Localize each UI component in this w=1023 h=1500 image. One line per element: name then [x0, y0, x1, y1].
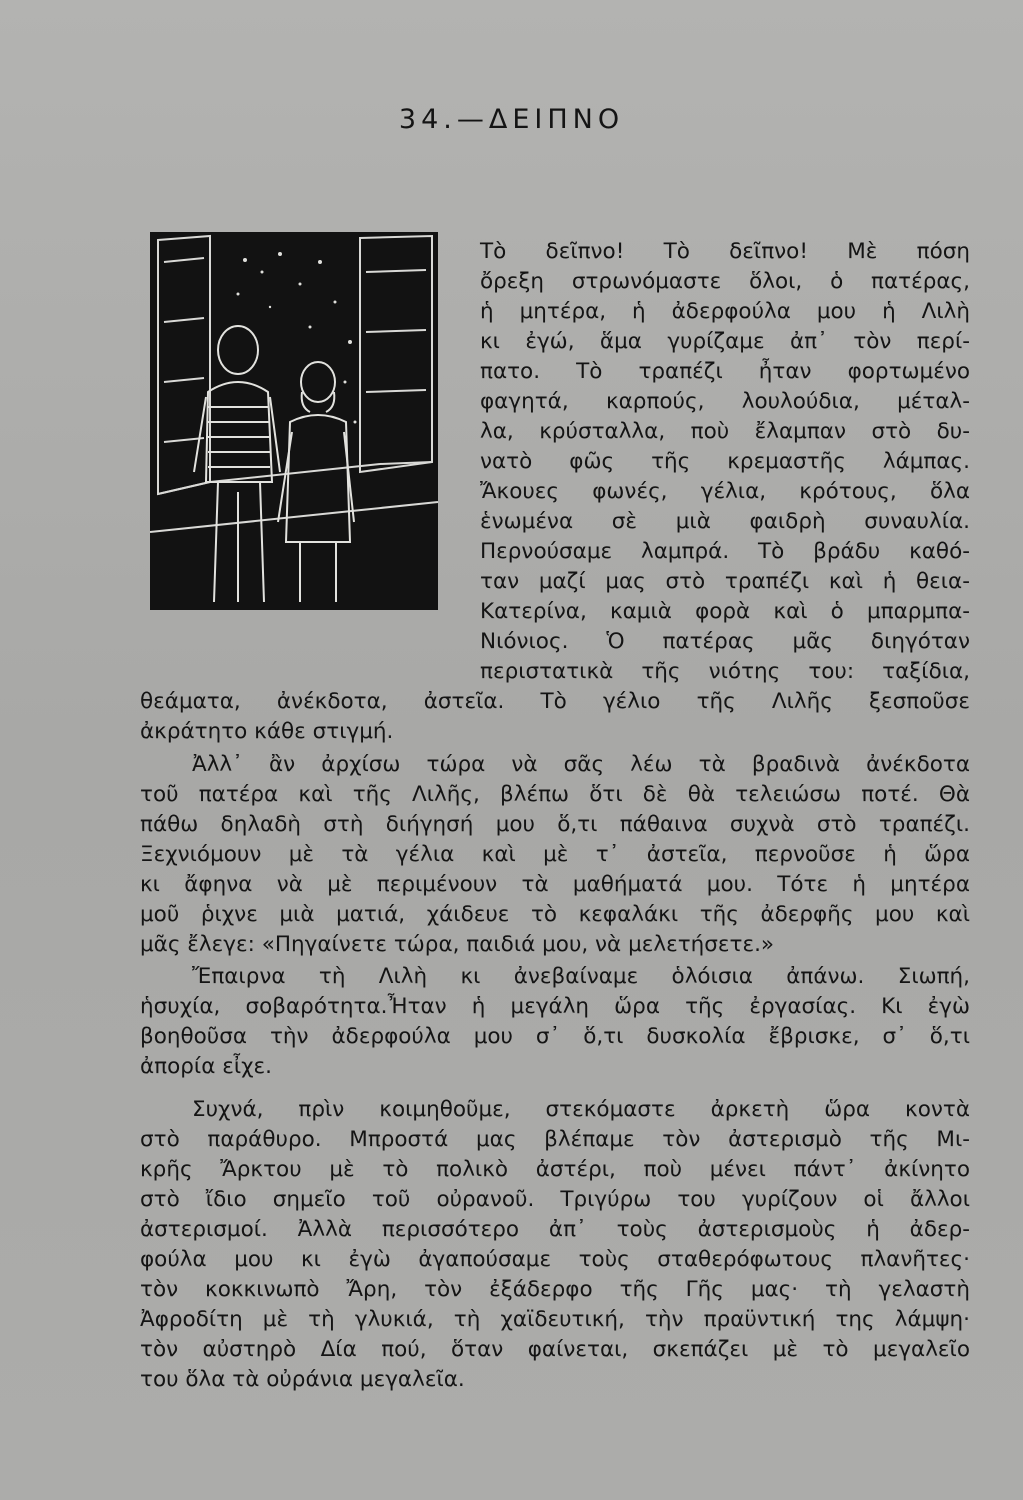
text-line: κι ἄφηνα νὰ μὲ περιμένουν τὰ μαθήματά μου. Τότε ἡ μητέρα: [140, 872, 970, 897]
text-line: Κατερίνα, καμιὰ φορὰ καὶ ὁ μπαρμπα-: [480, 599, 970, 624]
text-line: ἀστερισμοί. Ἀλλὰ περισσότερο ἀπ᾽ τοὺς ἀστερισμοὺς ἡ ἀδερ-: [140, 1217, 970, 1242]
text-line: θεάματα, ἀνέκδοτα, ἀστεῖα. Τὸ γέλιο τῆς Λιλῆς ξεσποῦσε: [140, 689, 970, 714]
text-line: του ὅλα τὰ οὐράνια μεγαλεῖα.: [140, 1367, 465, 1392]
text-line: Ἄκουες φωνές, γέλια, κρότους, ὅλα: [480, 479, 970, 504]
text-line: Ἔπαιρνα τὴ Λιλὴ κι ἀνεβαίναμε ὁλόισια ἀπάνω. Σιωπή,: [192, 964, 970, 989]
text-line: μᾶς ἔλεγε: «Πηγαίνετε τώρα, παιδιά μου, νὰ μελετήσετε.»: [140, 932, 775, 957]
text-line: περιστατικὰ τῆς νιότης του: ταξίδια,: [480, 659, 970, 684]
text-line: λα, κρύσταλλα, ποὺ ἔλαμπαν στὸ δυ-: [480, 419, 970, 444]
text-line: ταν μαζί μας στὸ τραπέζι καὶ ἡ θεια-: [480, 569, 970, 594]
text-line: τὸν κοκκινωπὸ Ἄρη, τὸν ἐξάδερφο τῆς Γῆς μας· τὴ γελαστὴ: [140, 1277, 970, 1302]
text-line: πατο. Τὸ τραπέζι ἦταν φορτωμένο: [480, 359, 970, 384]
text-line: Ξεχνιόμουν μὲ τὰ γέλια καὶ μὲ τ᾽ ἀστεῖα, περνοῦσε ἡ ὥρα: [140, 842, 970, 867]
text-line: τοῦ πατέρα καὶ τῆς Λιλῆς, βλέπω ὅτι δὲ θὰ τελειώσω ποτέ. Θὰ: [140, 782, 970, 807]
text-line: κρῆς Ἄρκτου μὲ τὸ πολικὸ ἀστέρι, ποὺ μένει πάντ᾽ ἀκίνητο: [140, 1157, 970, 1182]
text-line: φαγητά, καρπούς, λουλούδια, μέταλ-: [480, 389, 970, 414]
chapter-title: 34.—ΔΕΙΠΝΟ: [398, 104, 625, 135]
text-line: φούλα μου κι ἐγὼ ἀγαπούσαμε τοὺς σταθερόφωτους πλανῆτες·: [140, 1247, 970, 1272]
text-line: Ἀφροδίτη μὲ τὴ γλυκιά, τὴ χαϊδευτική, τὴν πραϋντική της λάμψη·: [140, 1307, 970, 1332]
text-line: πάθω δηλαδὴ στὴ διήγησή μου ὅ,τι πάθαινα συχνὰ στὸ τραπέζι.: [140, 812, 970, 837]
text-line: Περνούσαμε λαμπρά. Τὸ βράδυ καθό-: [480, 539, 970, 564]
text-line: ἀπορία εἶχε.: [140, 1054, 272, 1079]
text-line: Συχνά, πρὶν κοιμηθοῦμε, στεκόμαστε ἀρκετὴ ὥρα κοντὰ: [192, 1097, 970, 1122]
text-line: κι ἐγώ, ἅμα γυρίζαμε ἀπ᾽ τὸν περί-: [480, 329, 970, 354]
text-line: τὸν αὐστηρὸ Δία πού, ὅταν φαίνεται, σκεπάζει μὲ τὸ μεγαλεῖο: [140, 1337, 970, 1362]
text-line: Νιόνιος. Ὁ πατέρας μᾶς διηγόταν: [480, 629, 970, 654]
woodcut-image: [150, 232, 438, 610]
text-line: ἑνωμένα σὲ μιὰ φαιδρὴ συναυλία.: [480, 509, 970, 534]
text-line: ἡσυχία, σοβαρότητα.Ἦταν ἡ μεγάλη ὥρα τῆς ἐργασίας. Κι ἐγὼ: [140, 994, 970, 1019]
woodcut-illustration-children-at-window: [150, 232, 438, 610]
text-line: νατὸ φῶς τῆς κρεμαστῆς λάμπας.: [480, 449, 970, 474]
text-line: ὄρεξη στρωνόμαστε ὅλοι, ὁ πατέρας,: [480, 269, 970, 294]
text-line: στὸ παράθυρο. Μπροστά μας βλέπαμε τὸν ἀστερισμὸ τῆς Μι-: [140, 1127, 970, 1152]
text-line: βοηθοῦσα τὴν ἀδερφούλα μου σ᾽ ὅ,τι δυσκολία ἔβρισκε, σ᾽ ὅ,τι: [140, 1024, 970, 1049]
text-line: ἀκράτητο κάθε στιγμή.: [140, 719, 394, 744]
text-line: ἡ μητέρα, ἡ ἀδερφούλα μου ἡ Λιλὴ: [480, 299, 970, 324]
text-line: Ἀλλ᾽ ἂν ἀρχίσω τώρα νὰ σᾶς λέω τὰ βραδινὰ ἀνέκδοτα: [192, 752, 970, 777]
text-line: Τὸ δεῖπνο! Τὸ δεῖπνο! Μὲ πόση: [480, 239, 970, 264]
text-line: μοῦ ῥιχνε μιὰ ματιά, χάιδευε τὸ κεφαλάκι τῆς ἀδερφῆς μου καὶ: [140, 902, 970, 927]
text-line: στὸ ἴδιο σημεῖο τοῦ οὐρανοῦ. Τριγύρω του γυρίζουν οἱ ἄλλοι: [140, 1187, 970, 1212]
